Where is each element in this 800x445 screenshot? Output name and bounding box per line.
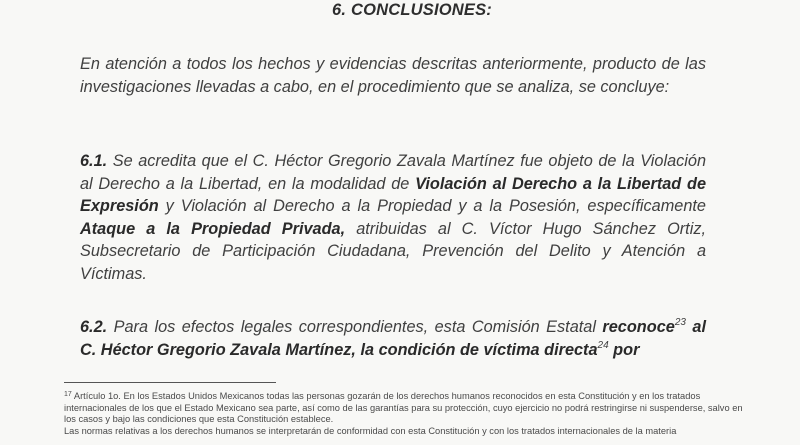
footnote-17 (64, 391, 744, 426)
footnote-reference: 24 (597, 339, 609, 351)
footnote-marker: 17 (64, 391, 72, 398)
conclusion-emphasis: reconoce (602, 318, 675, 336)
conclusion-number: 6.1. (80, 152, 108, 170)
conclusion-number: 6.2. (80, 318, 108, 336)
conclusion-text: atribuidas al C. Víctor Hugo Sánchez Ortiz, Subsecretario de Participación Ciudadana, Prevención del Delito y Atención a Víctimas. (80, 219, 706, 283)
conclusion-text: Para los efectos legales correspondientes, esta Comisión Estatal (107, 318, 603, 336)
conclusion-emphasis: por (608, 340, 640, 359)
conclusion-emphasis: Ataque a la Propiedad Privada, (80, 219, 346, 238)
footnote-text: Artículo 1o. En los Estados Unidos Mexicanos todas las personas gozarán de los derechos humanos reconocidos en esta Constitución y en los tratados internacionales de los que el Estado Mexicano sea parte, así como de las garantías para su protección, cuyo ejercicio no podrá restringirse ni suspenderse, salvo en los casos y bajo las condiciones que esta Constitución establece. (64, 391, 743, 425)
conclusion-text: y Violación al Derecho a la Propiedad y a la Posesión, específicamente (158, 197, 706, 215)
footnote-divider (64, 382, 276, 383)
conclusion-emphasis: Violación al Derecho a la Libertad de Expresión (80, 174, 706, 215)
conclusion-text: Se acredita que el C. Héctor Gregorio Zavala Martínez fue objeto de la Violación al Derecho a la Libertad, en la modalidad de (80, 152, 706, 193)
conclusion-6-1 (80, 150, 706, 285)
intro-paragraph: En atención a todos los hechos y evidencias descritas anteriormente, producto de las investigaciones llevadas a cabo, en el procedimiento que se analiza, se concluye: (80, 55, 706, 96)
conclusion-6-2 (80, 316, 706, 361)
section-heading: 6. CONCLUSIONES: (332, 1, 492, 19)
footnote-continuation: Las normas relativas a los derechos humanos se interpretarán de conformidad con esta Constitución y con los tratados internacionales de la materia (64, 426, 677, 436)
footnote-reference: 23 (674, 317, 686, 328)
conclusion-emphasis: al C. Héctor Gregorio Zavala Martínez, la condición de víctima directa (80, 318, 706, 359)
